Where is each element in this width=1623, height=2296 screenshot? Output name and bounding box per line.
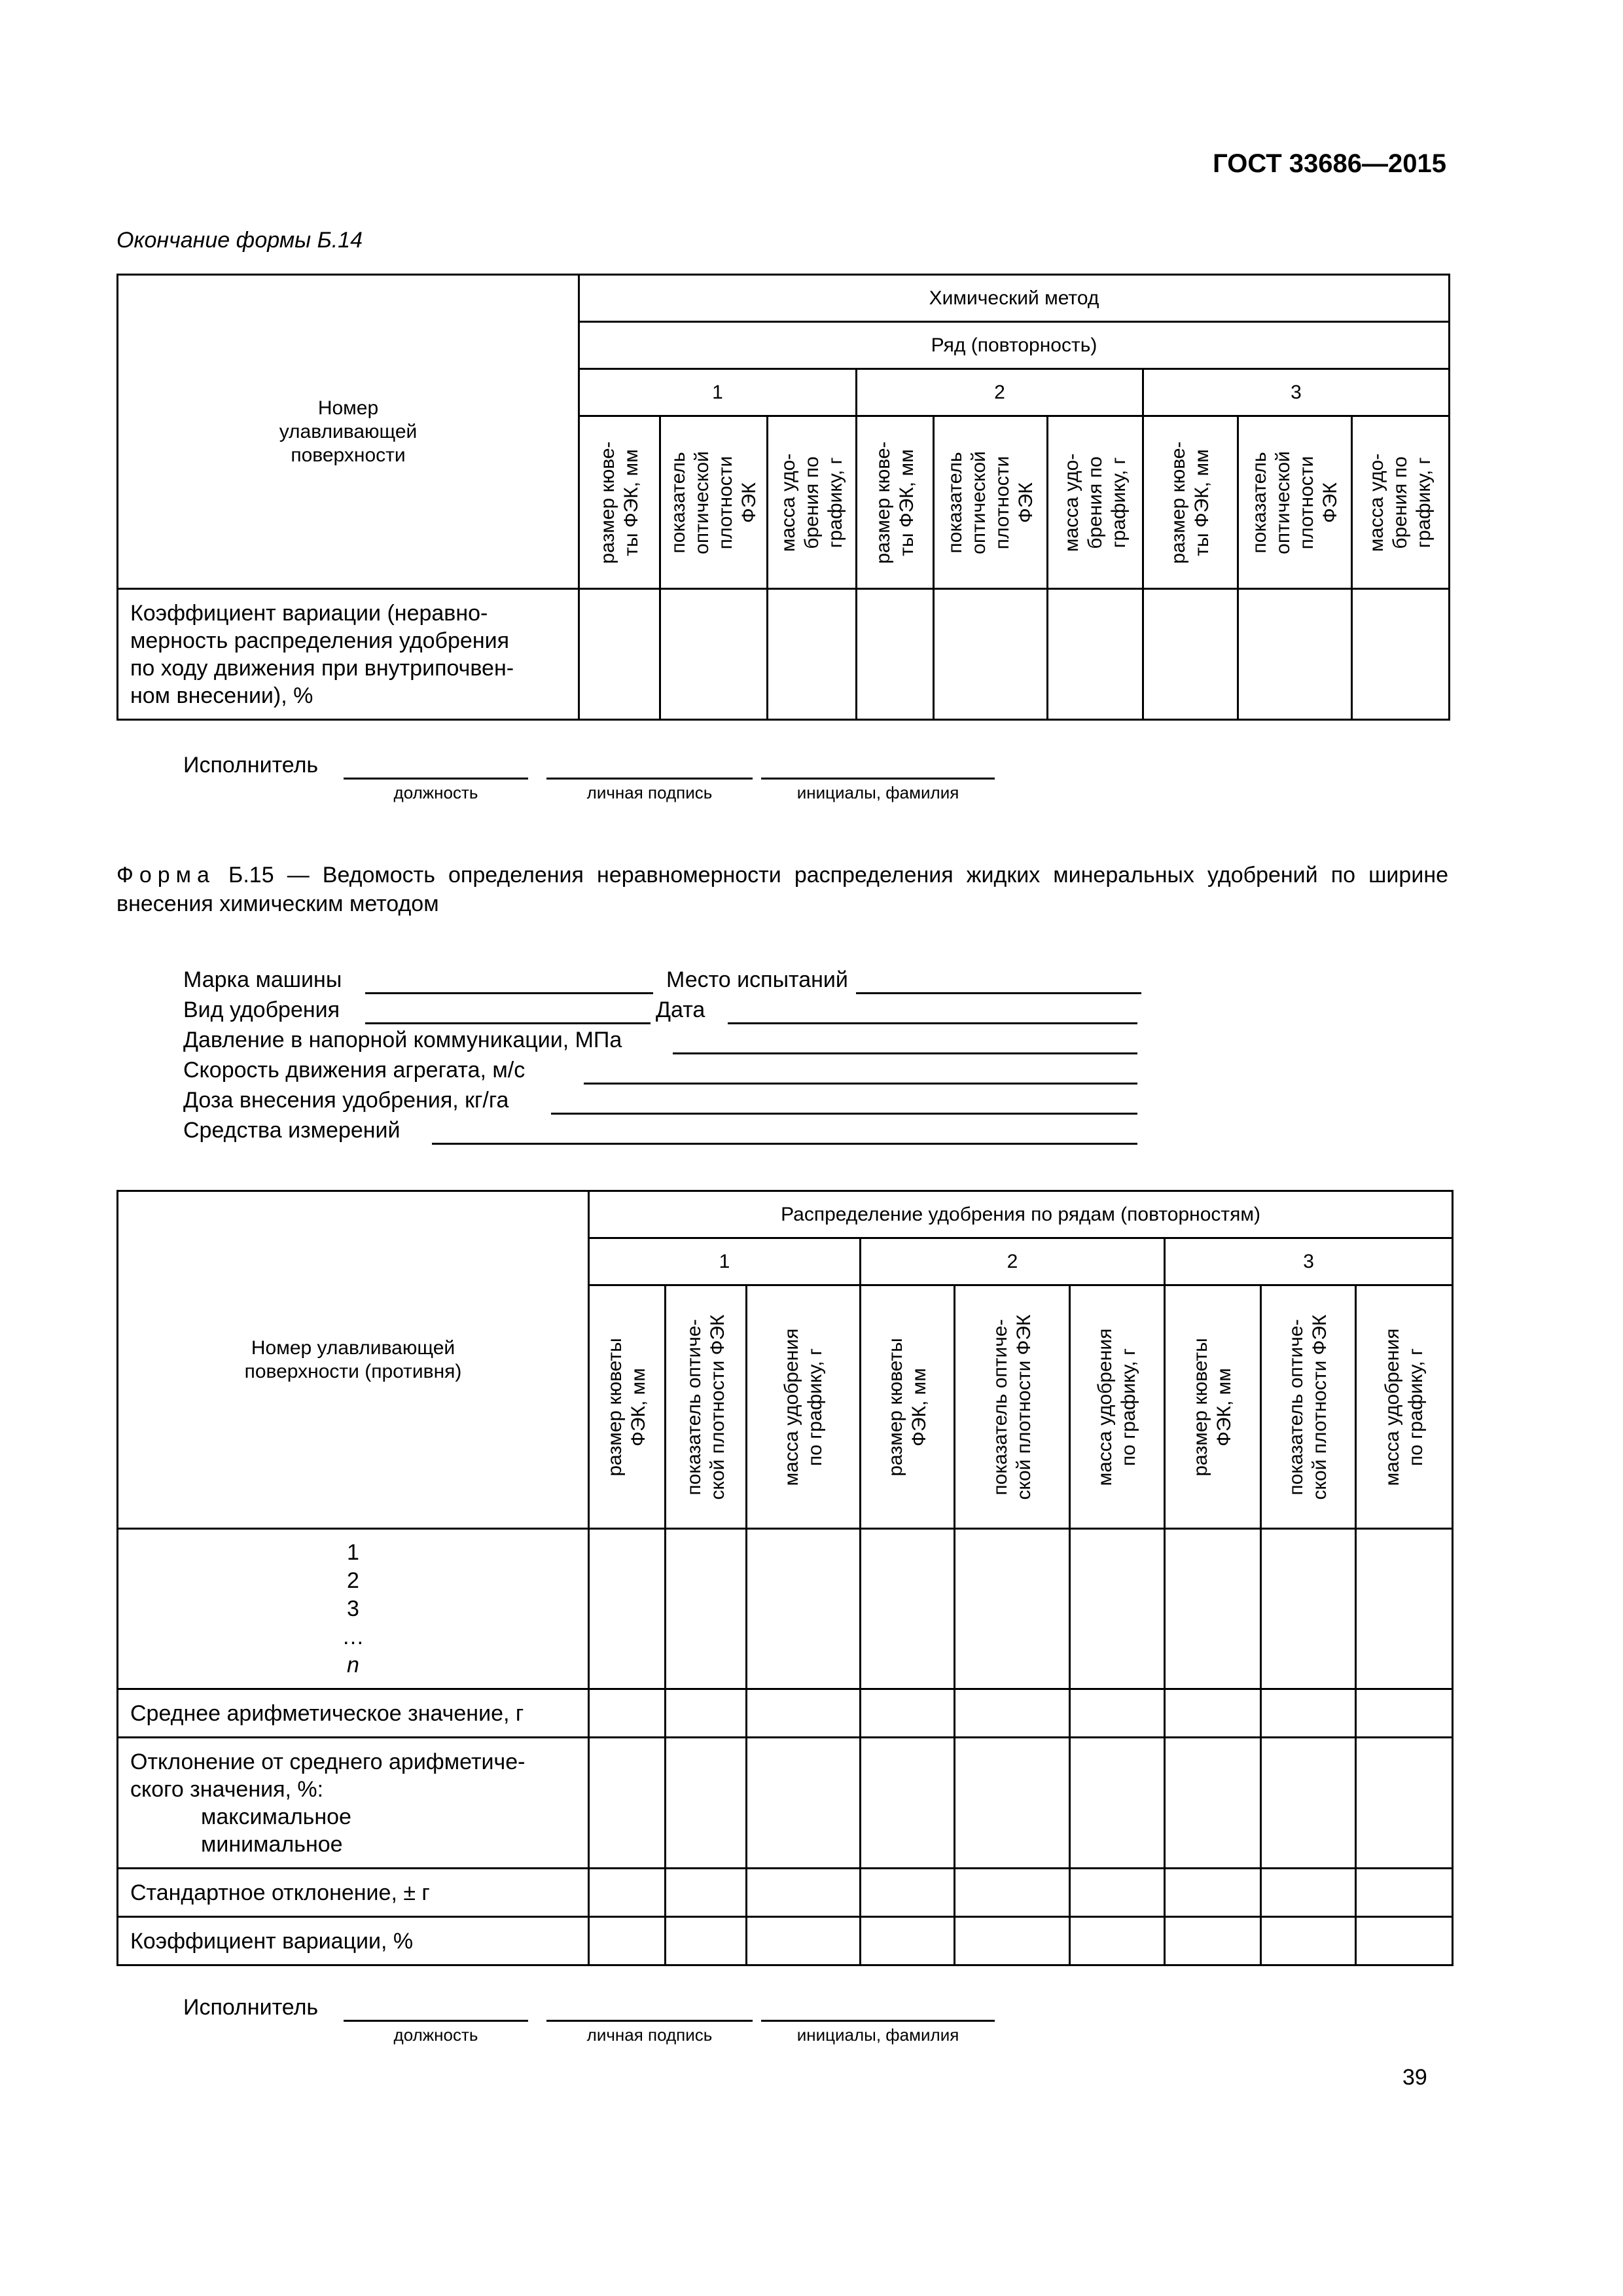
t2-cell[interactable] — [955, 1869, 1070, 1917]
t2-cell[interactable] — [1356, 1529, 1453, 1689]
t2-row-deviation: Отклонение от среднего арифметиче- ского значения, %: максимальное минимальное — [118, 1738, 589, 1869]
position-caption: должность — [393, 2025, 478, 2045]
t2-cell[interactable] — [589, 1738, 666, 1869]
t2-cell[interactable] — [1070, 1869, 1165, 1917]
t2-col-header: размер кюветы ФЭК, мм — [589, 1285, 666, 1529]
t2-cell[interactable] — [747, 1917, 861, 1965]
t2-cell[interactable] — [747, 1689, 861, 1738]
t2-group-header: Распределение удобрения по рядам (повторностям) — [589, 1191, 1453, 1238]
t1-col-header: масса удо- брения по графику, г — [1352, 416, 1450, 589]
name-caption: инициалы, фамилия — [796, 2025, 959, 2045]
t2-col-header: масса удобрения по графику, г — [1070, 1285, 1165, 1529]
t1-col-header: размер кюве- ты ФЭК, мм — [1143, 416, 1238, 589]
t2-col-header: размер кюветы ФЭК, мм — [1165, 1285, 1261, 1529]
t2-cell[interactable] — [1070, 1917, 1165, 1965]
t1-col-header: масса удо- брения по графику, г — [768, 416, 857, 589]
position-line[interactable] — [344, 778, 528, 780]
t1-cell[interactable] — [660, 589, 768, 720]
t1-cell[interactable] — [934, 589, 1048, 720]
pressure-input-line[interactable] — [673, 1052, 1137, 1054]
continuation-label: Окончание формы Б.14 — [116, 228, 363, 253]
t2-cell[interactable] — [1165, 1529, 1261, 1689]
t2-col-header: показатель оптиче- ской плотности ФЭК — [1261, 1285, 1356, 1529]
instruments-input-line[interactable] — [432, 1143, 1137, 1145]
page-number: 39 — [1402, 2065, 1427, 2090]
dose-input-line[interactable] — [551, 1113, 1137, 1115]
position-line[interactable] — [344, 2020, 528, 2022]
table-b14-end — [116, 274, 1450, 721]
t2-cell[interactable] — [747, 1738, 861, 1869]
document-code: ГОСТ 33686—2015 — [1213, 149, 1446, 178]
t2-col-header: масса удобрения по графику, г — [747, 1285, 861, 1529]
speed-input-line[interactable] — [584, 1083, 1137, 1085]
t1-col-header: размер кюве- ты ФЭК, мм — [579, 416, 660, 589]
t1-group-3: 3 — [1143, 369, 1450, 416]
t2-cell[interactable] — [1356, 1689, 1453, 1738]
field-fertilizer: Вид удобрения Дата — [183, 997, 1144, 1026]
t2-cell[interactable] — [1356, 1917, 1453, 1965]
field-pressure: Давление в напорной коммуникации, МПа — [183, 1028, 1144, 1056]
t2-cell[interactable] — [861, 1738, 955, 1869]
signature-label: Исполнитель — [183, 1995, 319, 2020]
t2-cell[interactable] — [747, 1869, 861, 1917]
t2-cell[interactable] — [1070, 1738, 1165, 1869]
form-b15-title: Форма Б.15 — Ведомость определения неравномерности распределения жидких минеральных удобрений по ширине внесения химическим методом — [116, 863, 1449, 916]
name-caption: инициалы, фамилия — [796, 783, 959, 802]
t2-group-3: 3 — [1165, 1238, 1453, 1285]
t1-cell[interactable] — [1143, 589, 1238, 720]
t2-cell[interactable] — [666, 1529, 747, 1689]
t1-col-header: масса удо- брения по графику, г — [1048, 416, 1143, 589]
t1-cell[interactable] — [857, 589, 934, 720]
t2-cell[interactable] — [589, 1529, 666, 1689]
date-input-line[interactable] — [728, 1022, 1137, 1024]
t1-group-2: 2 — [857, 369, 1143, 416]
t1-col-header: размер кюве- ты ФЭК, мм — [857, 416, 934, 589]
t2-cell[interactable] — [589, 1917, 666, 1965]
t2-cell[interactable] — [861, 1869, 955, 1917]
t2-cell[interactable] — [1165, 1689, 1261, 1738]
place-input-line[interactable] — [856, 992, 1141, 994]
t2-cell[interactable] — [955, 1529, 1070, 1689]
t1-col-header: показатель оптической плотности ФЭК — [934, 416, 1048, 589]
t1-col-header: показатель оптической плотности ФЭК — [660, 416, 768, 589]
t1-cell[interactable] — [1352, 589, 1450, 720]
t2-row-mean: Среднее арифметическое значение, г — [118, 1689, 589, 1738]
t2-group-2: 2 — [861, 1238, 1165, 1285]
t1-group-header: Химический метод — [579, 275, 1450, 322]
field-dose: Доза внесения удобрения, кг/га — [183, 1088, 1144, 1117]
t1-sub-header: Ряд (повторность) — [579, 322, 1450, 369]
t1-cell[interactable] — [1048, 589, 1143, 720]
t2-cell[interactable] — [666, 1917, 747, 1965]
t2-cell[interactable] — [1165, 1738, 1261, 1869]
t2-cell[interactable] — [1070, 1529, 1165, 1689]
t1-col-header: показатель оптической плотности ФЭК — [1238, 416, 1352, 589]
field-machine: Марка машины Место испытаний — [183, 967, 1144, 996]
t2-cell[interactable] — [1261, 1529, 1356, 1689]
t2-cell[interactable] — [1165, 1917, 1261, 1965]
name-line[interactable] — [761, 778, 995, 780]
t2-cell[interactable] — [666, 1869, 747, 1917]
signature-caption: личная подпись — [586, 2025, 713, 2045]
signature-line[interactable] — [546, 2020, 753, 2022]
t2-cell[interactable] — [1165, 1869, 1261, 1917]
signature-label: Исполнитель — [183, 753, 319, 778]
t1-cell[interactable] — [1238, 589, 1352, 720]
t2-row-header: Номер улавливающей поверхности (противня) — [118, 1191, 589, 1529]
t2-cell[interactable] — [861, 1689, 955, 1738]
t2-cell[interactable] — [1261, 1738, 1356, 1869]
t1-row-header: Номер улавливающей поверхности — [118, 275, 579, 589]
t2-row-numbers: 1 2 3 … n — [118, 1529, 589, 1689]
signature-block-1 — [183, 753, 995, 805]
t2-cell[interactable] — [1356, 1869, 1453, 1917]
t2-cell[interactable] — [589, 1869, 666, 1917]
t2-cell[interactable] — [955, 1689, 1070, 1738]
t2-cell[interactable] — [1070, 1689, 1165, 1738]
t1-cell[interactable] — [579, 589, 660, 720]
t2-cell[interactable] — [1261, 1689, 1356, 1738]
t2-group-1: 1 — [589, 1238, 861, 1285]
name-line[interactable] — [761, 2020, 995, 2022]
t2-col-header: размер кюветы ФЭК, мм — [861, 1285, 955, 1529]
t2-cell[interactable] — [955, 1738, 1070, 1869]
t2-col-header: показатель оптиче- ской плотности ФЭК — [955, 1285, 1070, 1529]
table-b15 — [116, 1190, 1454, 1966]
signature-block-2 — [183, 1995, 995, 2047]
field-instruments: Средства измерений — [183, 1118, 1144, 1147]
position-caption: должность — [393, 783, 478, 802]
t2-cell[interactable] — [1356, 1738, 1453, 1869]
t1-group-1: 1 — [579, 369, 857, 416]
fertilizer-input-line[interactable] — [365, 1022, 651, 1024]
t2-cell[interactable] — [666, 1689, 747, 1738]
t2-cell[interactable] — [861, 1529, 955, 1689]
machine-input-line[interactable] — [365, 992, 653, 994]
t2-col-header: масса удобрения по графику, г — [1356, 1285, 1453, 1529]
t1-row-variation: Коэффициент вариации (неравно- мерность распределения удобрения по ходу движения при внутрипочвен- ном внесении), % — [118, 589, 579, 720]
t2-cell[interactable] — [589, 1689, 666, 1738]
t2-cell[interactable] — [861, 1917, 955, 1965]
t2-cell[interactable] — [1261, 1869, 1356, 1917]
signature-line[interactable] — [546, 778, 753, 780]
t2-cell[interactable] — [1261, 1917, 1356, 1965]
t2-cell[interactable] — [666, 1738, 747, 1869]
t2-cell[interactable] — [955, 1917, 1070, 1965]
signature-caption: личная подпись — [586, 783, 713, 802]
t2-row-cv: Коэффициент вариации, % — [118, 1917, 589, 1965]
t2-cell[interactable] — [747, 1529, 861, 1689]
t2-col-header: показатель оптиче- ской плотности ФЭК — [666, 1285, 747, 1529]
t1-cell[interactable] — [768, 589, 857, 720]
t2-row-stdev: Стандартное отклонение, ± г — [118, 1869, 589, 1917]
field-speed: Скорость движения агрегата, м/с — [183, 1058, 1144, 1086]
